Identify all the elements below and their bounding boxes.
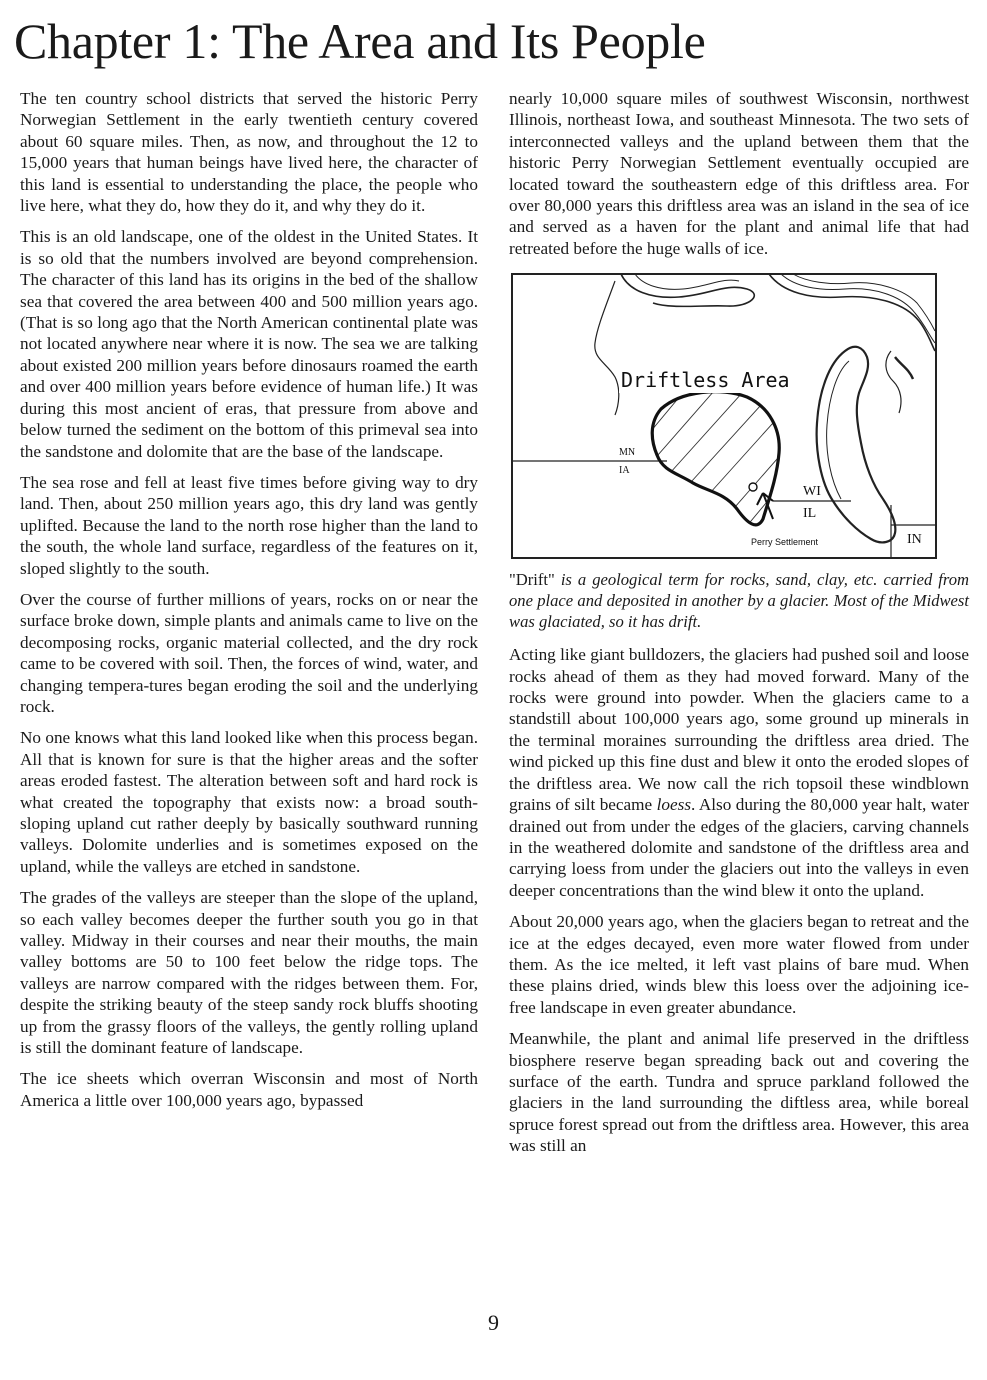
paragraph xyxy=(509,644,969,901)
paragraph: nearly 10,000 square miles of southwest Wisconsin, northwest Illinois, northeast Iowa, and southeast Minnesota. The two sets of interconnected valleys and the upland between them that the historic Perry Norwegian Settlement eventually occupied are located toward the southeastern edge of this driftless area. For over 80,000 years this driftless area was an island in the sea of ice and served as a haven for the plant and animal life that had retreated before the huge walls of ice. xyxy=(509,89,969,258)
state-label-ia: IA xyxy=(619,465,630,477)
paragraph: This is an old landscape, one of the oldest in the United States. It is so old that the numbers involved are beyond comprehension. The character of this land has its origins in the bed of the shallow sea that covered the area between 400 and 500 million years ago. (That is so long ago that the North American continental plate was not located anywhere near where it is now. The sea we are talking about existed 200 million years before dinosaurs roamed the earth and over 400 million years before evidence of human life.) It was during this most ancient of eras, that pressure from above and below turned the sediment on the bottom of this primeval sea into the sandstone and dolomite that are the base of the landscape. xyxy=(20,227,478,461)
left-column xyxy=(20,88,478,1121)
paragraph-text: . Also during the 80,000 year halt, water drained out from under the edges of the glaciers, carving channels in the weathered dolomite and sandstone of the driftless area and carrying loess from under the glaciers out into the valleys in even deeper concentrations than the wind blew it onto the upland. xyxy=(509,795,969,900)
chapter-title: Chapter 1: The Area and Its People xyxy=(14,13,706,69)
paragraph: Meanwhile, the plant and animal life preserved in the driftless biosphere reserve began spreading back out and covering the surface of the earth. Tundra and spruce parkland followed the glaciers in the land surrounding the diftless area, while boreal spruce forest spread out from the driftless area. However, this area was still an xyxy=(509,1029,969,1156)
driftless-area-map xyxy=(511,273,937,559)
paragraph: No one knows what this land looked like when this process began. All that is known for sure is that the higher areas and the softer areas eroded fastest. The alteration between soft and hard rock is what created the topography that exists now: a broad south-sloping upland cut rather deeply by basically southward running valleys. Dolomite underlies and is sometimes exposed on the upland, while the valleys are etched in sandstone. xyxy=(20,728,478,876)
map-title: Driftless Area xyxy=(621,368,790,393)
paragraph: Over the course of further millions of years, rocks on or near the surface broke down, simple plants and animals came to live on the decomposing rocks, organic material collected, and the dry rock came to be covered with soil. Then, the forces of wind, water, and changing tempera-tures began eroding the soil and the underlying rock. xyxy=(20,589,478,716)
settlement-label: Perry Settlement xyxy=(751,537,819,548)
state-label-wi: WI xyxy=(803,484,821,500)
page-number: 9 xyxy=(488,1310,499,1335)
loess-term: loess xyxy=(656,795,692,815)
caption-text: is a geological term for rocks, sand, clay, etc. carried from one place and deposited in another by a glacier. Most of the Midwest was glaciated, so it has drift. xyxy=(509,570,969,632)
paragraph: The ten country school districts that served the historic Perry Norwegian Settlement in the early twentieth century covered about 60 square miles. Then, as now, and throughout the 12 to 15,000 years that human beings have lived here, the character of this land is essential to understanding the place, the people who live here, what they do, how they do it, and why they do it. xyxy=(20,89,478,216)
paragraph: The ice sheets which overran Wisconsin and most of North America a little over 100,000 years ago, bypassed xyxy=(20,1069,478,1110)
state-label-mn: MN xyxy=(619,447,636,459)
paragraph-text: Acting like giant bulldozers, the glaciers had pushed soil and loose rocks ahead of them as they had moved forward. Many of the rocks were ground into powder. When the glaciers came to a standstill about 100,000 years ago, some ground up minerals in the terminal moraines surrounding the driftless area dried. The wind picked up this fine dust and blew it onto the eroded slopes of the driftless area. We now call the rich topsoil these windblown grains of silt became xyxy=(509,645,969,815)
paragraph: The grades of the valleys are steeper than the slope of the upland, so each valley becomes deeper the further south you go in that valley. Midway in their courses and near their mouths, the main valley bottoms are 50 to 100 feet below the ridge tops. The valleys are narrow compared with the ridges between them. For, despite the striking beauty of the steep sandy rock bluffs shooting up from the grassy floors of the valleys, the gently rolling upland is still the dominant feature of landscape. xyxy=(20,888,478,1058)
paragraph: The sea rose and fell at least five times before giving way to dry land. Then, about 250 million years ago, this dry land was gently uplifted. Because the land to the north rose higher than the land to the south, the whole land surface, regardless of the features on it, sloped slightly to the south. xyxy=(20,472,478,578)
state-label-in: IN xyxy=(907,532,922,548)
state-label-il: IL xyxy=(803,506,817,522)
paragraph: About 20,000 years ago, when the glaciers began to retreat and the ice at the edges decayed, even more water flowed from under them. As the ice melted, it left vast plains of bare mud. When these plains dried, winds blew this loess over the adjoining ice-free landscape in even greater abundance. xyxy=(509,912,969,1017)
settlement-marker xyxy=(749,483,757,491)
caption-drift-term: "Drift" xyxy=(509,570,555,590)
map-caption xyxy=(509,569,969,632)
right-column xyxy=(509,88,969,1167)
